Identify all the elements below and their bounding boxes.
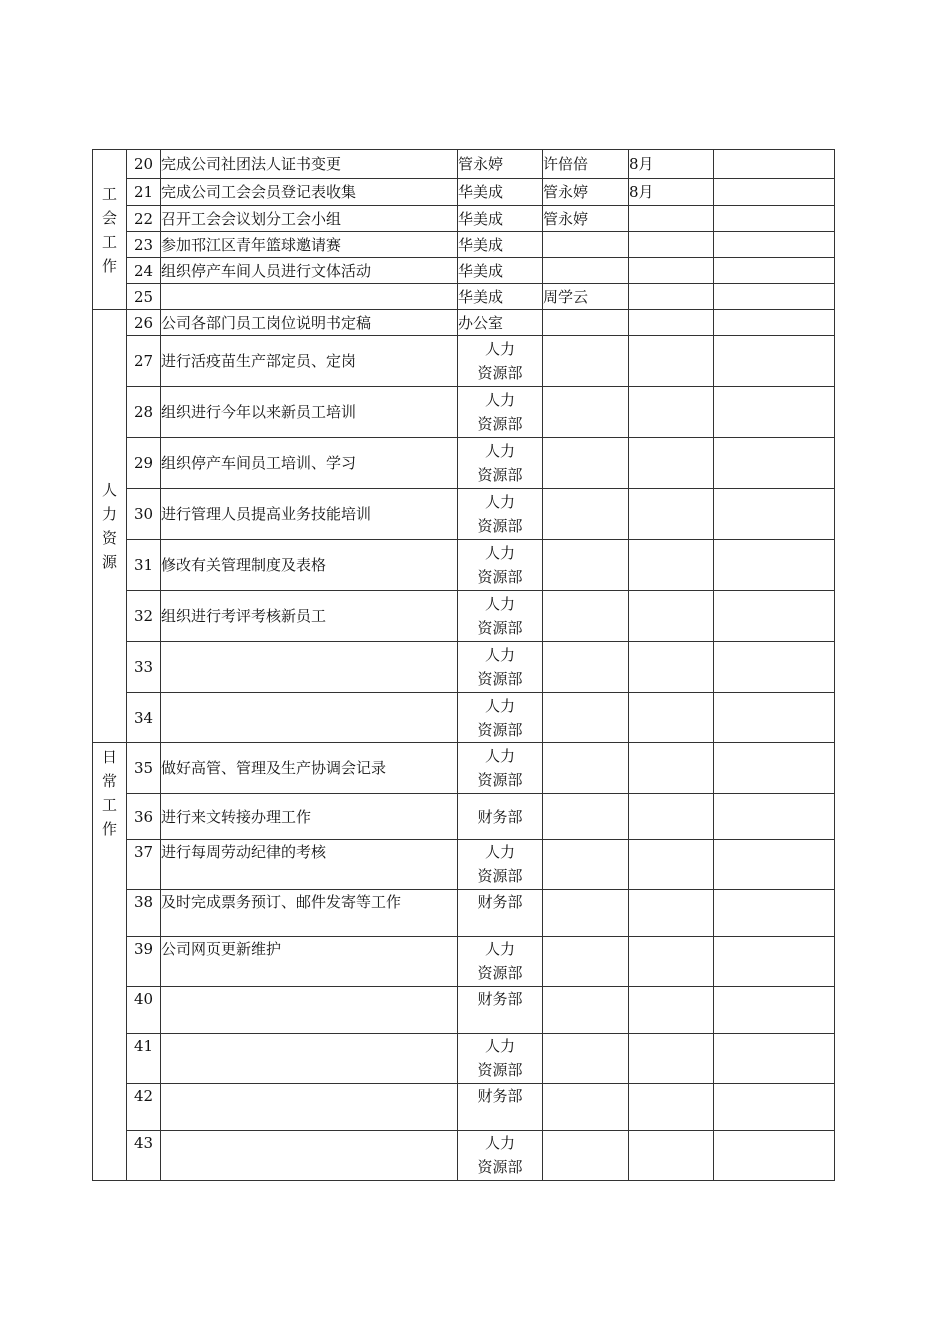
task-cell: 进行每周劳动纪律的考核 <box>161 840 458 890</box>
note-cell <box>714 987 835 1034</box>
table-row <box>93 387 835 438</box>
assist-cell <box>543 693 629 743</box>
note-cell <box>714 693 835 743</box>
row-number: 36 <box>127 794 161 840</box>
table-row <box>93 179 835 206</box>
owner-cell: 财务部 <box>458 987 543 1034</box>
owner-cell: 人力 资源部 <box>458 438 543 489</box>
note-cell <box>714 387 835 438</box>
owner-cell: 华美成 <box>458 179 543 206</box>
row-number: 22 <box>127 206 161 232</box>
note-cell <box>714 310 835 336</box>
time-cell <box>629 642 714 693</box>
assist-cell <box>543 232 629 258</box>
note-cell <box>714 232 835 258</box>
time-cell: 8月 <box>629 150 714 179</box>
owner-cell: 人力 资源部 <box>458 387 543 438</box>
work-plan-table <box>92 149 835 1181</box>
note-cell <box>714 794 835 840</box>
owner-cell: 华美成 <box>458 284 543 310</box>
table-row <box>93 591 835 642</box>
time-cell <box>629 284 714 310</box>
row-number: 27 <box>127 336 161 387</box>
section-label-daily: 日常工作 <box>93 743 127 1181</box>
note-cell <box>714 206 835 232</box>
note-cell <box>714 1131 835 1181</box>
row-number: 29 <box>127 438 161 489</box>
table-row <box>93 794 835 840</box>
table-row <box>93 1131 835 1181</box>
task-cell <box>161 693 458 743</box>
owner-cell: 人力 资源部 <box>458 693 543 743</box>
task-cell <box>161 1034 458 1084</box>
row-number: 38 <box>127 890 161 937</box>
note-cell <box>714 150 835 179</box>
owner-cell: 人力 资源部 <box>458 489 543 540</box>
task-cell: 修改有关管理制度及表格 <box>161 540 458 591</box>
row-number: 32 <box>127 591 161 642</box>
note-cell <box>714 890 835 937</box>
assist-cell <box>543 1034 629 1084</box>
owner-cell: 人力 资源部 <box>458 336 543 387</box>
task-cell: 组织进行今年以来新员工培训 <box>161 387 458 438</box>
time-cell <box>629 693 714 743</box>
row-number: 41 <box>127 1034 161 1084</box>
assist-cell <box>543 336 629 387</box>
note-cell <box>714 642 835 693</box>
assist-cell <box>543 794 629 840</box>
note-cell <box>714 258 835 284</box>
note-cell <box>714 540 835 591</box>
row-number: 28 <box>127 387 161 438</box>
task-cell: 组织停产车间人员进行文体活动 <box>161 258 458 284</box>
row-number: 21 <box>127 179 161 206</box>
task-cell: 进行来文转接办理工作 <box>161 794 458 840</box>
table-row <box>93 937 835 987</box>
row-number: 26 <box>127 310 161 336</box>
owner-cell: 人力 资源部 <box>458 1034 543 1084</box>
time-cell <box>629 1034 714 1084</box>
row-number: 40 <box>127 987 161 1034</box>
row-number: 31 <box>127 540 161 591</box>
row-number: 37 <box>127 840 161 890</box>
time-cell <box>629 387 714 438</box>
row-number: 34 <box>127 693 161 743</box>
task-cell: 组织进行考评考核新员工 <box>161 591 458 642</box>
table-row <box>93 438 835 489</box>
section-label-union: 工会工作 <box>93 150 127 310</box>
note-cell <box>714 179 835 206</box>
note-cell <box>714 284 835 310</box>
row-number: 39 <box>127 937 161 987</box>
owner-cell: 财务部 <box>458 890 543 937</box>
assist-cell <box>543 987 629 1034</box>
note-cell <box>714 1034 835 1084</box>
row-number: 20 <box>127 150 161 179</box>
time-cell <box>629 258 714 284</box>
task-cell: 完成公司社团法人证书变更 <box>161 150 458 179</box>
task-cell <box>161 987 458 1034</box>
task-cell: 召开工会会议划分工会小组 <box>161 206 458 232</box>
owner-cell: 华美成 <box>458 206 543 232</box>
table-row <box>93 150 835 179</box>
task-cell <box>161 1084 458 1131</box>
time-cell <box>629 987 714 1034</box>
time-cell <box>629 310 714 336</box>
table-row <box>93 489 835 540</box>
assist-cell <box>543 591 629 642</box>
owner-cell: 办公室 <box>458 310 543 336</box>
table-row <box>93 743 835 794</box>
task-cell <box>161 642 458 693</box>
table-row <box>93 890 835 937</box>
time-cell <box>629 743 714 794</box>
owner-cell: 管永婷 <box>458 150 543 179</box>
assist-cell <box>543 890 629 937</box>
assist-cell <box>543 937 629 987</box>
time-cell <box>629 840 714 890</box>
assist-cell <box>543 489 629 540</box>
time-cell <box>629 937 714 987</box>
owner-cell: 华美成 <box>458 232 543 258</box>
table-row <box>93 1084 835 1131</box>
assist-cell: 管永婷 <box>543 179 629 206</box>
owner-cell: 人力 资源部 <box>458 642 543 693</box>
table-row <box>93 1034 835 1084</box>
time-cell <box>629 794 714 840</box>
table-row <box>93 336 835 387</box>
row-number: 24 <box>127 258 161 284</box>
table-row <box>93 284 835 310</box>
row-number: 30 <box>127 489 161 540</box>
note-cell <box>714 743 835 794</box>
task-cell: 参加邗江区青年篮球邀请赛 <box>161 232 458 258</box>
table-row <box>93 232 835 258</box>
note-cell <box>714 1084 835 1131</box>
task-cell: 及时完成票务预订、邮件发寄等工作 <box>161 890 458 937</box>
time-cell <box>629 890 714 937</box>
time-cell <box>629 206 714 232</box>
table-row <box>93 310 835 336</box>
assist-cell <box>543 743 629 794</box>
table-row <box>93 258 835 284</box>
owner-cell: 人力 资源部 <box>458 743 543 794</box>
assist-cell <box>543 258 629 284</box>
assist-cell <box>543 1131 629 1181</box>
time-cell <box>629 591 714 642</box>
time-cell <box>629 336 714 387</box>
note-cell <box>714 591 835 642</box>
note-cell <box>714 489 835 540</box>
row-number: 23 <box>127 232 161 258</box>
table-row <box>93 206 835 232</box>
owner-cell: 财务部 <box>458 794 543 840</box>
row-number: 43 <box>127 1131 161 1181</box>
assist-cell <box>543 1084 629 1131</box>
row-number: 25 <box>127 284 161 310</box>
task-cell <box>161 284 458 310</box>
assist-cell <box>543 642 629 693</box>
table-row <box>93 693 835 743</box>
table-row <box>93 540 835 591</box>
time-cell <box>629 1131 714 1181</box>
time-cell <box>629 1084 714 1131</box>
owner-cell: 人力 资源部 <box>458 840 543 890</box>
assist-cell <box>543 540 629 591</box>
table-row <box>93 987 835 1034</box>
assist-cell <box>543 438 629 489</box>
row-number: 35 <box>127 743 161 794</box>
task-cell: 进行管理人员提高业务技能培训 <box>161 489 458 540</box>
assist-cell: 管永婷 <box>543 206 629 232</box>
task-cell: 组织停产车间员工培训、学习 <box>161 438 458 489</box>
owner-cell: 人力 资源部 <box>458 591 543 642</box>
time-cell <box>629 540 714 591</box>
task-cell: 公司各部门员工岗位说明书定稿 <box>161 310 458 336</box>
task-cell <box>161 1131 458 1181</box>
owner-cell: 人力 资源部 <box>458 937 543 987</box>
section-label-hr: 人力资源 <box>93 310 127 743</box>
task-cell: 做好高管、管理及生产协调会记录 <box>161 743 458 794</box>
time-cell <box>629 438 714 489</box>
table-row <box>93 642 835 693</box>
owner-cell: 人力 资源部 <box>458 540 543 591</box>
note-cell <box>714 336 835 387</box>
owner-cell: 华美成 <box>458 258 543 284</box>
time-cell <box>629 489 714 540</box>
note-cell <box>714 840 835 890</box>
time-cell: 8月 <box>629 179 714 206</box>
assist-cell: 周学云 <box>543 284 629 310</box>
task-cell: 完成公司工会会员登记表收集 <box>161 179 458 206</box>
table-row <box>93 840 835 890</box>
assist-cell <box>543 840 629 890</box>
note-cell <box>714 937 835 987</box>
time-cell <box>629 232 714 258</box>
assist-cell: 许倍倍 <box>543 150 629 179</box>
owner-cell: 财务部 <box>458 1084 543 1131</box>
owner-cell: 人力 资源部 <box>458 1131 543 1181</box>
note-cell <box>714 438 835 489</box>
task-cell: 进行活疫苗生产部定员、定岗 <box>161 336 458 387</box>
assist-cell <box>543 310 629 336</box>
row-number: 33 <box>127 642 161 693</box>
row-number: 42 <box>127 1084 161 1131</box>
assist-cell <box>543 387 629 438</box>
task-cell: 公司网页更新维护 <box>161 937 458 987</box>
